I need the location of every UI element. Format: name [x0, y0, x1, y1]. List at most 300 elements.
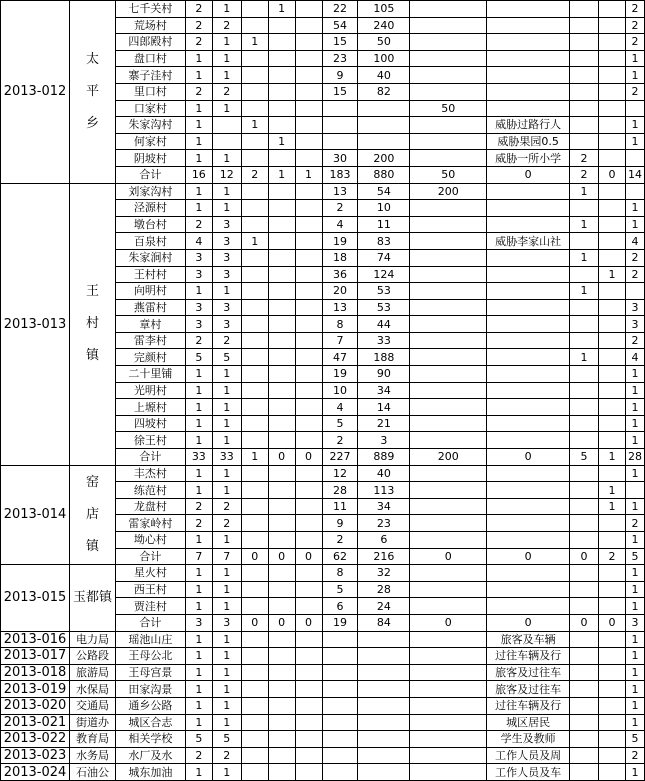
value-cell — [410, 598, 487, 615]
note-cell: 学生及教师 — [487, 731, 570, 748]
value-cell — [268, 366, 295, 383]
village-cell: 里口村 — [115, 83, 185, 100]
value-cell — [570, 731, 599, 748]
note-cell — [487, 316, 570, 333]
value-cell: 1 — [185, 382, 212, 399]
value-cell: 1 — [598, 498, 625, 515]
value-cell: 0 — [570, 614, 599, 631]
value-cell — [410, 415, 487, 432]
value-cell — [268, 283, 295, 300]
value-cell: 3 — [212, 216, 241, 233]
value-cell — [295, 482, 322, 499]
value-cell — [322, 664, 358, 681]
value-cell: 9 — [322, 67, 358, 84]
value-cell: 1 — [212, 697, 241, 714]
value-cell — [625, 183, 644, 200]
value-cell — [268, 532, 295, 549]
value-cell — [410, 117, 487, 134]
value-cell — [295, 714, 322, 731]
value-cell: 47 — [322, 349, 358, 366]
village-cell: 七千关村 — [115, 1, 185, 18]
value-cell: 13 — [322, 183, 358, 200]
note-cell: 0 — [487, 614, 570, 631]
value-cell: 1 — [185, 100, 212, 117]
value-cell — [598, 299, 625, 316]
value-cell — [410, 366, 487, 383]
value-cell: 1 — [185, 764, 212, 781]
value-cell — [268, 249, 295, 266]
value-cell — [598, 34, 625, 51]
location-cell: 瑶池山庄 — [115, 631, 185, 648]
table-row — [1, 565, 645, 582]
value-cell: 0 — [410, 614, 487, 631]
table-row — [1, 731, 645, 748]
value-cell: 8 — [322, 565, 358, 582]
village-cell: 合计 — [115, 166, 185, 183]
value-cell — [322, 648, 358, 665]
value-cell — [625, 482, 644, 499]
value-cell: 1 — [212, 764, 241, 781]
value-cell — [295, 697, 322, 714]
village-cell: 丰杰村 — [115, 465, 185, 482]
value-cell — [570, 631, 599, 648]
note-cell — [487, 83, 570, 100]
value-cell — [241, 266, 268, 283]
value-cell — [295, 283, 322, 300]
value-cell — [322, 714, 358, 731]
value-cell — [295, 83, 322, 100]
location-cell: 城东加油 — [115, 764, 185, 781]
value-cell — [268, 681, 295, 698]
value-cell: 19 — [322, 614, 358, 631]
value-cell — [268, 432, 295, 449]
value-cell: 50 — [358, 34, 410, 51]
value-cell — [241, 498, 268, 515]
village-cell: 龙盘村 — [115, 498, 185, 515]
note-cell: 旅客及车辆 — [487, 631, 570, 648]
value-cell: 124 — [358, 266, 410, 283]
value-cell — [570, 266, 599, 283]
village-cell: 盘口村 — [115, 50, 185, 67]
value-cell: 0 — [268, 449, 295, 466]
value-cell — [358, 764, 410, 781]
value-cell: 1 — [625, 382, 644, 399]
value-cell: 1 — [212, 50, 241, 67]
value-cell — [410, 432, 487, 449]
village-cell: 朱家沟村 — [115, 117, 185, 134]
value-cell — [241, 565, 268, 582]
value-cell — [570, 117, 599, 134]
village-cell: 上塬村 — [115, 399, 185, 416]
value-cell — [241, 100, 268, 117]
note-cell — [487, 17, 570, 34]
value-cell — [570, 17, 599, 34]
value-cell — [268, 747, 295, 764]
value-cell: 1 — [212, 664, 241, 681]
value-cell — [268, 216, 295, 233]
unit-cell: 电力局 — [69, 631, 115, 648]
value-cell — [598, 150, 625, 167]
value-cell — [268, 233, 295, 250]
value-cell — [322, 697, 358, 714]
value-cell — [241, 349, 268, 366]
value-cell — [295, 432, 322, 449]
value-cell: 2 — [322, 532, 358, 549]
value-cell: 1 — [212, 532, 241, 549]
value-cell: 1 — [212, 67, 241, 84]
value-cell — [268, 482, 295, 499]
value-cell: 16 — [185, 166, 212, 183]
value-cell — [358, 714, 410, 731]
value-cell — [268, 465, 295, 482]
value-cell: 1 — [185, 50, 212, 67]
value-cell: 53 — [358, 283, 410, 300]
note-cell — [487, 100, 570, 117]
value-cell: 2 — [625, 17, 644, 34]
value-cell — [295, 233, 322, 250]
row-code: 2013-022 — [1, 731, 70, 748]
value-cell: 2 — [185, 17, 212, 34]
value-cell: 2 — [185, 216, 212, 233]
value-cell: 1 — [625, 681, 644, 698]
value-cell — [268, 17, 295, 34]
value-cell — [241, 731, 268, 748]
value-cell: 2 — [185, 515, 212, 532]
value-cell: 20 — [322, 283, 358, 300]
value-cell: 36 — [322, 266, 358, 283]
value-cell — [241, 465, 268, 482]
value-cell: 2 — [625, 249, 644, 266]
value-cell: 14 — [625, 166, 644, 183]
location-cell: 水厂及水 — [115, 747, 185, 764]
value-cell — [410, 34, 487, 51]
value-cell — [570, 83, 599, 100]
value-cell: 1 — [625, 399, 644, 416]
value-cell — [295, 1, 322, 18]
value-cell — [358, 731, 410, 748]
value-cell — [598, 465, 625, 482]
value-cell — [358, 747, 410, 764]
value-cell — [268, 498, 295, 515]
table-row — [1, 681, 645, 698]
value-cell: 1 — [185, 714, 212, 731]
value-cell: 0 — [598, 614, 625, 631]
value-cell: 0 — [410, 548, 487, 565]
value-cell — [410, 482, 487, 499]
unit-cell: 旅游局 — [69, 664, 115, 681]
value-cell: 3 — [625, 316, 644, 333]
note-cell — [487, 399, 570, 416]
group-unit-char: 玉都镇 — [72, 590, 112, 606]
value-cell: 34 — [358, 382, 410, 399]
value-cell — [570, 299, 599, 316]
value-cell — [625, 150, 644, 167]
value-cell: 33 — [358, 332, 410, 349]
value-cell — [570, 382, 599, 399]
value-cell: 5 — [212, 349, 241, 366]
unit-cell: 教育局 — [69, 731, 115, 748]
value-cell: 12 — [322, 465, 358, 482]
value-cell: 1 — [268, 166, 295, 183]
village-cell: 合计 — [115, 614, 185, 631]
value-cell: 113 — [358, 482, 410, 499]
value-cell: 1 — [625, 565, 644, 582]
value-cell: 3 — [212, 266, 241, 283]
value-cell: 1 — [625, 598, 644, 615]
value-cell — [410, 681, 487, 698]
value-cell: 1 — [598, 482, 625, 499]
value-cell — [295, 648, 322, 665]
value-cell — [241, 183, 268, 200]
value-cell: 11 — [358, 216, 410, 233]
note-cell: 威胁果园0.5 — [487, 133, 570, 150]
location-cell: 城区合志 — [115, 714, 185, 731]
village-cell: 向明村 — [115, 283, 185, 300]
value-cell — [410, 316, 487, 333]
value-cell: 19 — [322, 233, 358, 250]
value-cell: 23 — [358, 515, 410, 532]
row-code: 2013-020 — [1, 697, 70, 714]
group-code: 2013-013 — [1, 183, 70, 465]
value-cell: 2 — [212, 17, 241, 34]
value-cell: 3 — [185, 316, 212, 333]
value-cell: 2 — [185, 1, 212, 18]
value-cell: 1 — [212, 100, 241, 117]
value-cell: 188 — [358, 349, 410, 366]
row-code: 2013-018 — [1, 664, 70, 681]
value-cell — [598, 366, 625, 383]
value-cell: 2 — [185, 747, 212, 764]
value-cell — [268, 697, 295, 714]
value-cell: 0 — [268, 614, 295, 631]
value-cell: 2 — [625, 515, 644, 532]
value-cell: 2 — [322, 200, 358, 217]
value-cell: 28 — [625, 449, 644, 466]
value-cell — [268, 150, 295, 167]
row-code: 2013-019 — [1, 681, 70, 698]
value-cell: 1 — [185, 482, 212, 499]
note-cell: 威胁一所小学 — [487, 150, 570, 167]
value-cell: 1 — [625, 714, 644, 731]
value-cell: 1 — [185, 697, 212, 714]
value-cell — [410, 299, 487, 316]
value-cell — [410, 349, 487, 366]
value-cell: 2 — [212, 747, 241, 764]
value-cell — [268, 648, 295, 665]
value-cell — [598, 332, 625, 349]
table-row — [1, 1, 645, 18]
note-cell — [487, 465, 570, 482]
value-cell: 5 — [322, 581, 358, 598]
group-unit-char: 乡 — [85, 115, 99, 131]
value-cell: 1 — [241, 34, 268, 51]
value-cell: 1 — [625, 581, 644, 598]
unit-cell: 水保局 — [69, 681, 115, 698]
note-cell — [487, 67, 570, 84]
value-cell: 1 — [185, 532, 212, 549]
value-cell: 2 — [625, 266, 644, 283]
value-cell: 2 — [212, 498, 241, 515]
note-cell: 旅客及过往车 — [487, 664, 570, 681]
value-cell: 2 — [625, 34, 644, 51]
value-cell — [241, 515, 268, 532]
location-cell: 王母公北 — [115, 648, 185, 665]
group-code: 2013-014 — [1, 465, 70, 565]
value-cell — [268, 183, 295, 200]
value-cell — [598, 432, 625, 449]
village-cell: 星火村 — [115, 565, 185, 582]
value-cell — [295, 266, 322, 283]
value-cell: 1 — [212, 648, 241, 665]
value-cell — [358, 664, 410, 681]
value-cell — [598, 399, 625, 416]
village-cell: 燕雷村 — [115, 299, 185, 316]
value-cell: 2 — [570, 150, 599, 167]
value-cell: 0 — [295, 449, 322, 466]
value-cell — [570, 432, 599, 449]
value-cell: 1 — [212, 465, 241, 482]
value-cell — [241, 249, 268, 266]
value-cell: 21 — [358, 415, 410, 432]
value-cell — [570, 233, 599, 250]
village-cell: 泾源村 — [115, 200, 185, 217]
value-cell: 11 — [322, 498, 358, 515]
value-cell — [570, 399, 599, 416]
value-cell — [570, 565, 599, 582]
value-cell: 2 — [570, 166, 599, 183]
village-cell: 贾洼村 — [115, 598, 185, 615]
value-cell — [410, 133, 487, 150]
value-cell: 3 — [185, 266, 212, 283]
note-cell — [487, 50, 570, 67]
value-cell: 1 — [295, 166, 322, 183]
value-cell: 1 — [185, 681, 212, 698]
value-cell: 1 — [185, 415, 212, 432]
value-cell — [598, 764, 625, 781]
location-cell: 王母宫景 — [115, 664, 185, 681]
value-cell: 1 — [212, 283, 241, 300]
value-cell: 1 — [212, 150, 241, 167]
note-cell: 过往车辆及行 — [487, 648, 570, 665]
value-cell — [241, 581, 268, 598]
value-cell — [295, 349, 322, 366]
value-cell: 3 — [625, 614, 644, 631]
value-cell: 1 — [212, 183, 241, 200]
value-cell: 15 — [322, 83, 358, 100]
value-cell — [295, 565, 322, 582]
value-cell — [625, 100, 644, 117]
value-cell: 1 — [268, 1, 295, 18]
value-cell — [570, 764, 599, 781]
value-cell — [295, 382, 322, 399]
value-cell: 1 — [212, 714, 241, 731]
value-cell: 33 — [212, 449, 241, 466]
value-cell — [570, 747, 599, 764]
row-code: 2013-016 — [1, 631, 70, 648]
value-cell — [268, 399, 295, 416]
value-cell: 1 — [185, 150, 212, 167]
value-cell — [625, 283, 644, 300]
value-cell: 2 — [241, 166, 268, 183]
value-cell: 18 — [322, 249, 358, 266]
value-cell — [268, 100, 295, 117]
unit-cell: 石油公 — [69, 764, 115, 781]
value-cell: 1 — [625, 366, 644, 383]
value-cell — [410, 50, 487, 67]
value-cell — [570, 100, 599, 117]
value-cell — [570, 498, 599, 515]
value-cell: 1 — [570, 283, 599, 300]
note-cell: 城区居民 — [487, 714, 570, 731]
group-unit-char: 镇 — [85, 538, 99, 554]
value-cell — [410, 697, 487, 714]
unit-cell: 公路段 — [69, 648, 115, 665]
value-cell — [410, 266, 487, 283]
group-unit — [69, 1, 115, 184]
note-cell — [487, 249, 570, 266]
value-cell — [295, 50, 322, 67]
value-cell — [598, 67, 625, 84]
note-cell — [487, 299, 570, 316]
value-cell: 3 — [185, 614, 212, 631]
note-cell — [487, 415, 570, 432]
village-cell: 口家村 — [115, 100, 185, 117]
value-cell: 0 — [295, 548, 322, 565]
value-cell: 62 — [322, 548, 358, 565]
value-cell — [410, 731, 487, 748]
value-cell — [268, 316, 295, 333]
group-code: 2013-012 — [1, 1, 70, 184]
table-row — [1, 697, 645, 714]
value-cell — [241, 432, 268, 449]
value-cell: 1 — [212, 200, 241, 217]
value-cell: 28 — [358, 581, 410, 598]
value-cell — [241, 67, 268, 84]
value-cell — [295, 631, 322, 648]
value-cell: 1 — [185, 366, 212, 383]
value-cell: 1 — [570, 183, 599, 200]
value-cell — [598, 681, 625, 698]
value-cell: 1 — [212, 399, 241, 416]
value-cell: 105 — [358, 1, 410, 18]
value-cell: 3 — [625, 299, 644, 316]
value-cell: 0 — [598, 166, 625, 183]
value-cell: 1 — [241, 449, 268, 466]
value-cell — [410, 216, 487, 233]
value-cell — [241, 332, 268, 349]
value-cell — [570, 532, 599, 549]
value-cell — [241, 133, 268, 150]
value-cell — [268, 83, 295, 100]
value-cell — [322, 100, 358, 117]
value-cell: 54 — [322, 17, 358, 34]
value-cell: 34 — [358, 498, 410, 515]
value-cell — [598, 714, 625, 731]
group-unit-char: 太 — [85, 51, 99, 67]
value-cell — [295, 299, 322, 316]
value-cell: 9 — [322, 515, 358, 532]
table-row — [1, 183, 645, 200]
value-cell: 19 — [322, 366, 358, 383]
note-cell — [487, 581, 570, 598]
value-cell — [241, 200, 268, 217]
group-unit — [69, 565, 115, 631]
value-cell — [241, 598, 268, 615]
value-cell — [241, 664, 268, 681]
value-cell: 90 — [358, 366, 410, 383]
value-cell: 54 — [358, 183, 410, 200]
note-cell: 0 — [487, 449, 570, 466]
